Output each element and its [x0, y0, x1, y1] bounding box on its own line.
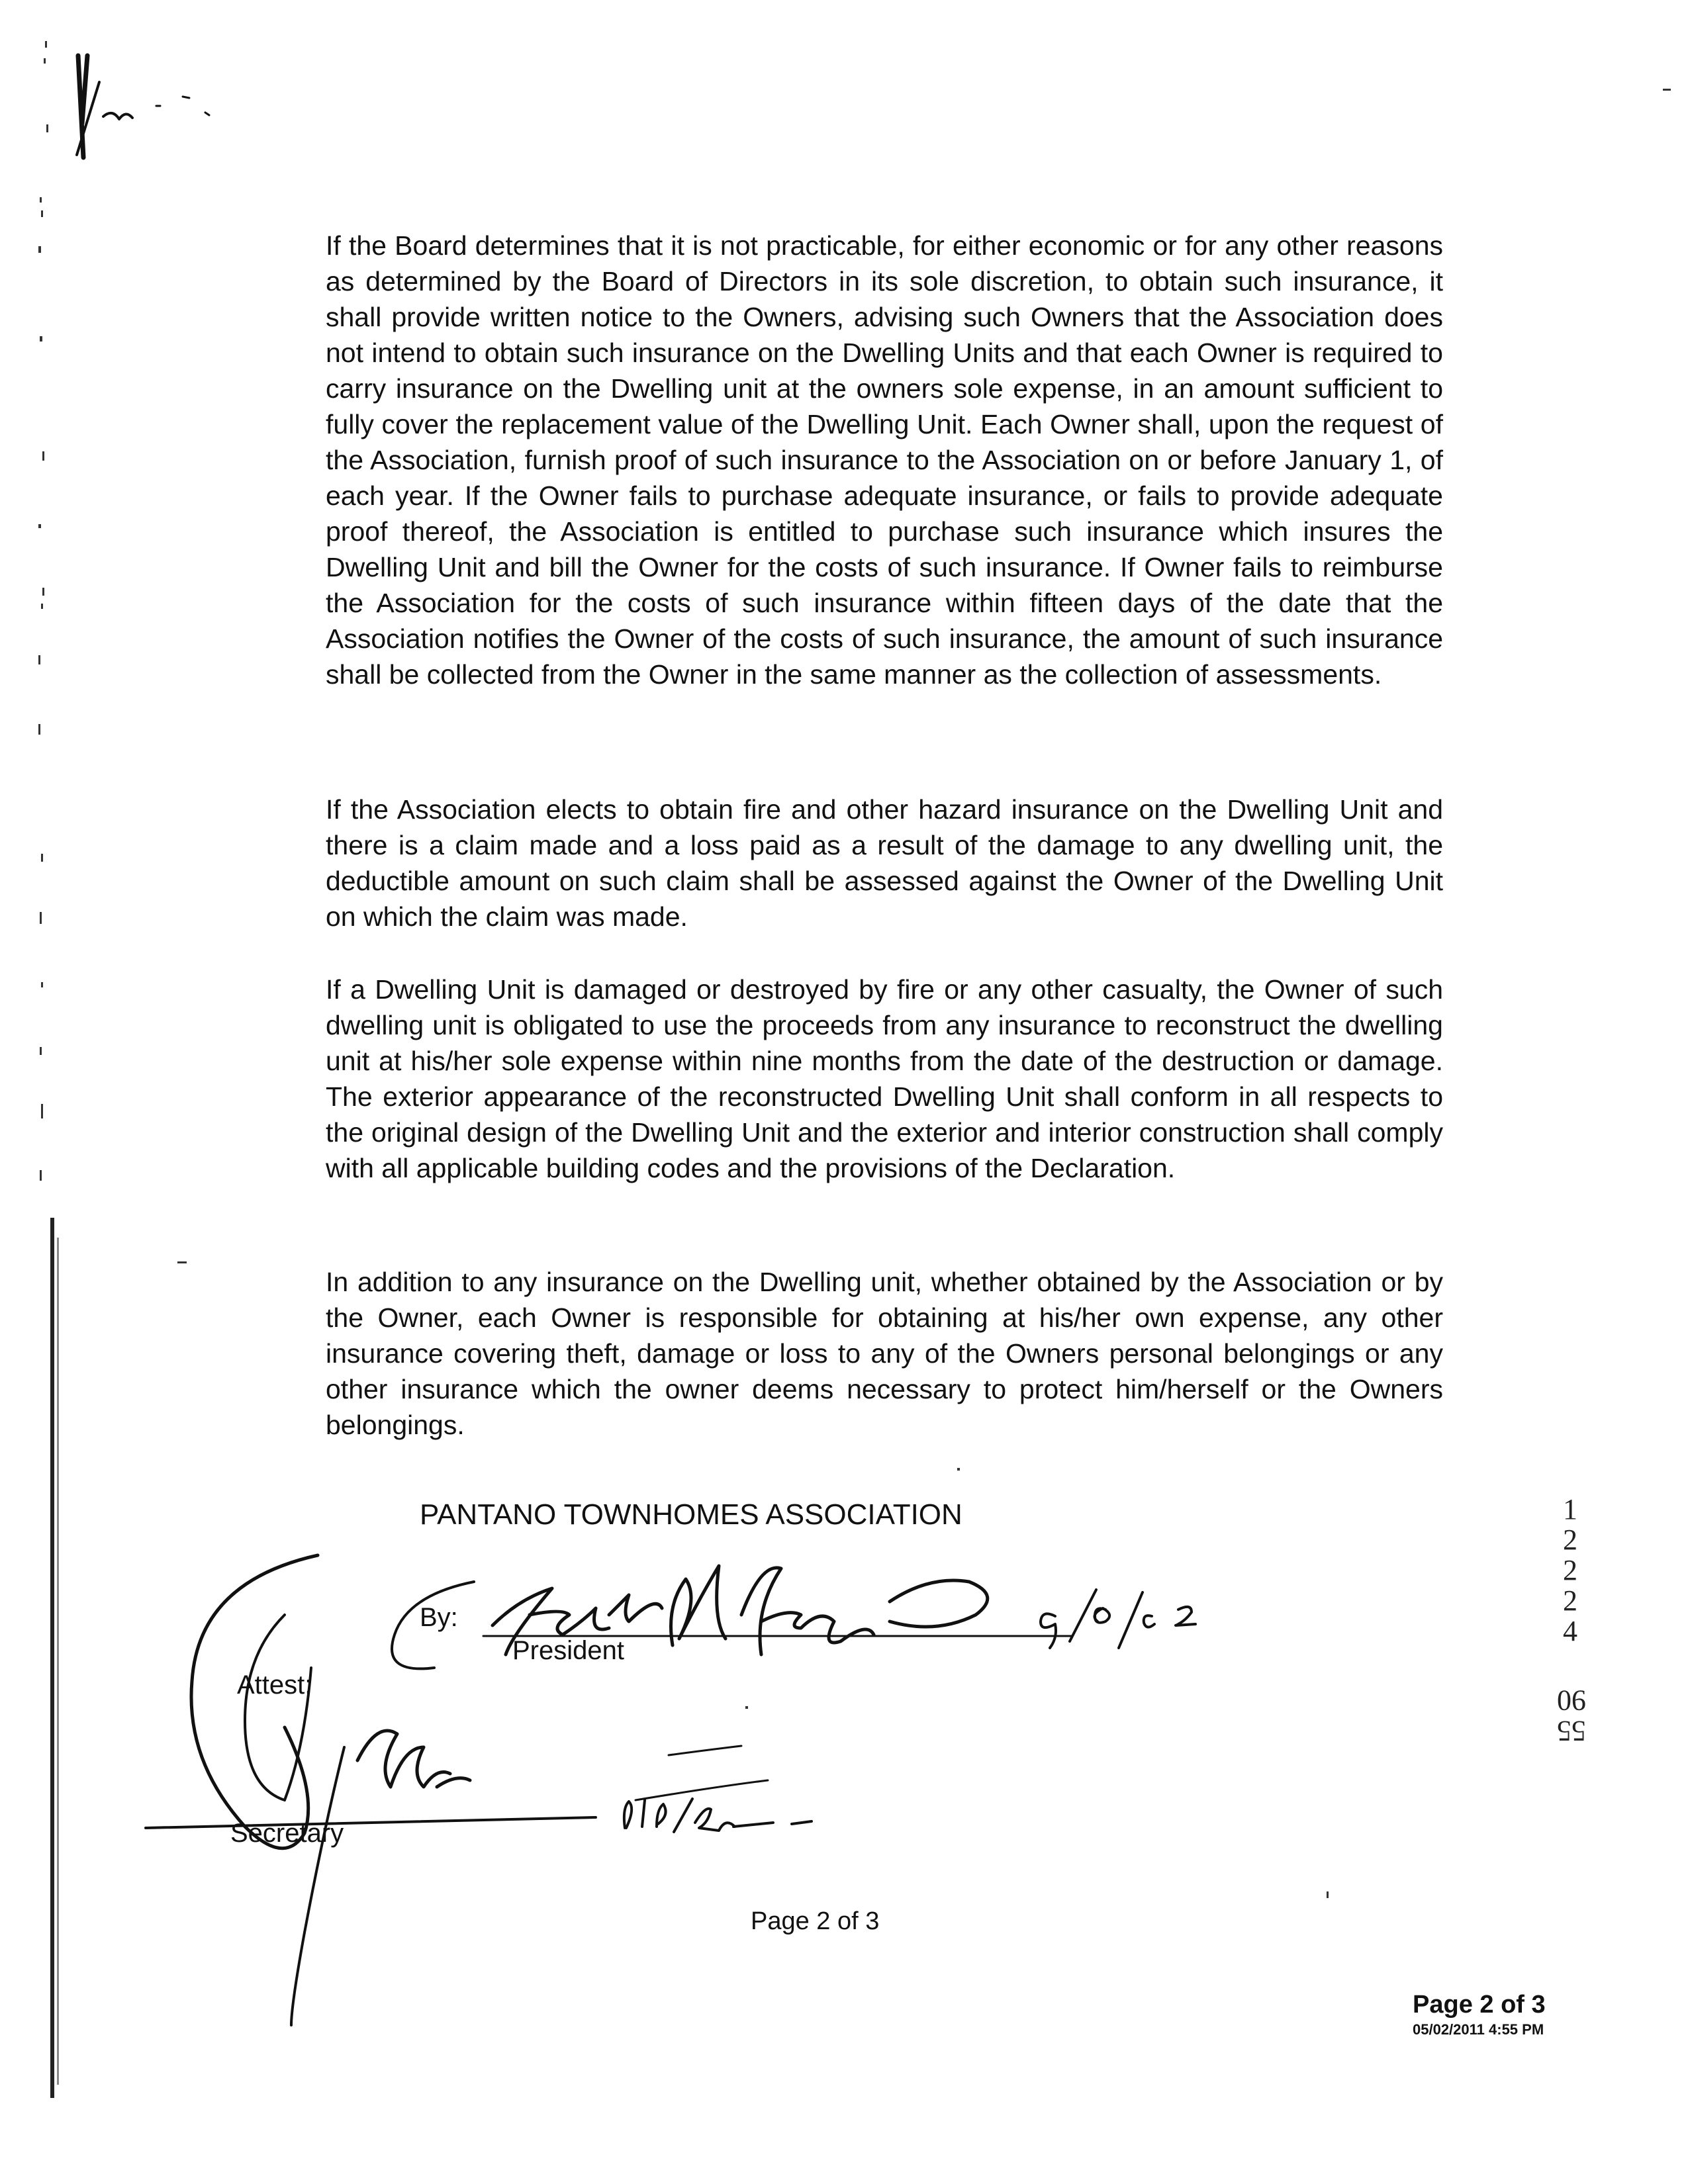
- by-label: By:: [420, 1603, 458, 1632]
- president-label: President: [512, 1636, 624, 1665]
- secretary-label: Secretary: [230, 1819, 344, 1848]
- paragraph-reconstruction: If a Dwelling Unit is damaged or destroyed by fire or any other casualty, the Owner of such dwelling unit is obligated to use the proceeds from any insurance to reconstruct the dwelling unit at his/her sole expense within nine months from the date of the destruction or damage. The exterior appearance of the reconstructed Dwelling Unit shall conform in all respects to the original design of the Dwelling Unit and the exterior and interior construction shall comply with all applicable building codes and the provisions of the Declaration.: [326, 974, 1443, 1183]
- attest-label: Attest:: [237, 1670, 312, 1700]
- fax-page-indicator: Page 2 of 3: [1413, 1991, 1546, 2019]
- association-name: PANTANO TOWNHOMES ASSOCIATION: [420, 1498, 962, 1531]
- page-number: Page 2 of 3: [751, 1907, 880, 1935]
- paragraph-board-insurance-notice: If the Board determines that it is not practicable, for either economic or for any other reasons as determined by the Board of Directors in its sole discretion, to obtain such insurance, it shall provide written notice to the Owners, advising such Owners that the Association does not intend to obtain such insurance on the Dwelling Units and that each Owner is required to carry insurance on the Dwelling unit at the owners sole expense, in an amount sufficient to fully cover the replacement value of the Dwelling Unit. Each Owner shall, upon the request of the Association, furnish proof of such insurance to the Association on or before January 1, of each year. If the Owner fails to purchase adequate insurance, or fails to provide adequate proof thereof, the Association is entitled to purchase such insurance which insures the Dwelling Unit and bill the Owner for the costs of such insurance. If Owner fails to reimburse the Association for the costs of such insurance within fifteen days of the date that the Association notifies the Owner of the costs of such insurance, the amount of such insurance shall be collected from the Owner in the same manner as the collection of assessments.: [326, 230, 1443, 690]
- recording-book-number: 12224: [1563, 1493, 1577, 1647]
- paragraph-personal-insurance: In addition to any insurance on the Dwelling unit, whether obtained by the Association or by the Owner, each Owner is responsible for obtaining at his/her own expense, any other insurance covering theft, damage or loss to any of the Owners personal belongings or any other insurance which the owner deems necessary to protect him/herself or the Owners belongings.: [326, 1267, 1443, 1440]
- fax-timestamp: 05/02/2011 4:55 PM: [1413, 2021, 1544, 2038]
- paragraph-deductible-assessment: If the Association elects to obtain fire and other hazard insurance on the Dwelling Unit and there is a claim made and a loss paid as a result of the damage to any dwelling unit, the deductible amount on such claim shall be assessed against the Owner of the Dwelling Unit on which the claim was made.: [326, 794, 1443, 932]
- recording-page-number: 5590: [1557, 1684, 1586, 1747]
